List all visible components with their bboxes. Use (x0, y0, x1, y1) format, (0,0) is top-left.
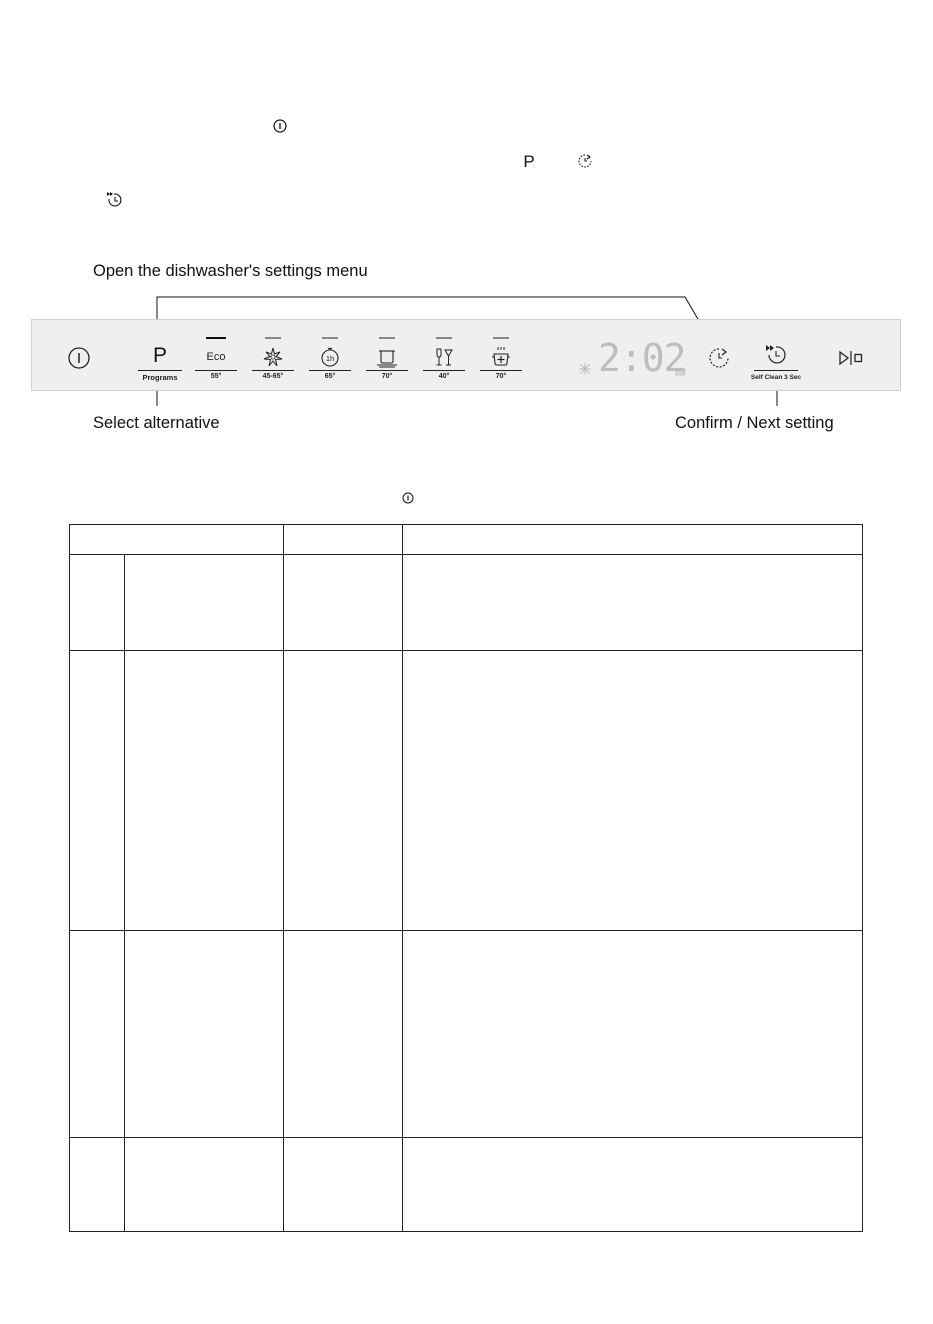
sparkle-icon (262, 346, 284, 368)
callout-settings-menu: Open the dishwasher's settings menu (93, 262, 368, 280)
table-column-divider (402, 525, 403, 1231)
table-column-divider (283, 525, 284, 1231)
callout-confirm-next: Confirm / Next setting (675, 414, 834, 432)
program-led (493, 337, 509, 339)
program-temp: 40° (438, 373, 450, 380)
table-row-divider (70, 1137, 862, 1138)
start-pause-button[interactable] (836, 348, 864, 368)
power-button[interactable] (67, 346, 91, 370)
program-rinse-plus[interactable] (480, 320, 522, 392)
settings-table (69, 524, 863, 1232)
program-temp: 70° (495, 373, 507, 380)
program-led (265, 337, 281, 339)
glass-icon (433, 346, 455, 368)
time-display: 2:02 (598, 336, 686, 380)
program-led (436, 337, 452, 339)
programs-underline (138, 370, 182, 371)
program-auto[interactable] (252, 320, 294, 392)
programs-button[interactable] (138, 320, 182, 392)
program-temp: 70° (381, 373, 393, 380)
delay-start-button[interactable] (707, 346, 731, 370)
callout-select-alternative: Select alternative (93, 414, 220, 432)
program-1h[interactable] (309, 320, 351, 392)
eco-label: Eco (206, 351, 226, 363)
self-clean-button[interactable] (748, 320, 804, 392)
control-panel (31, 319, 901, 391)
start-pause-icon (836, 348, 864, 368)
intensive-icon (375, 346, 399, 368)
table-row-divider (70, 650, 862, 651)
programs-letter: P (523, 152, 535, 171)
programs-label: Programs (142, 373, 178, 382)
program-led (322, 337, 338, 339)
program-glass[interactable] (423, 320, 465, 392)
program-eco[interactable] (195, 320, 237, 392)
table-subcolumn-divider (124, 554, 125, 1231)
rinse-plus-icon (489, 346, 513, 368)
1h-timer-icon (319, 346, 341, 368)
power-icon (67, 346, 91, 370)
table-header-divider (70, 554, 862, 555)
program-intensive[interactable] (366, 320, 408, 392)
delay-start-icon (707, 346, 731, 370)
program-temp: 45-65° (262, 373, 284, 380)
self-clean-label: Self Clean 3 Sec (750, 374, 802, 381)
power-icon (401, 491, 415, 505)
salt-indicator-icon (675, 364, 687, 374)
table-row-divider (70, 930, 862, 931)
svg-text:1h: 1h (325, 354, 335, 363)
programs-letter: P (152, 344, 167, 367)
program-led (379, 337, 395, 339)
program-temp: 55° (210, 373, 222, 380)
program-led (206, 337, 226, 339)
snowflake-icon (578, 362, 592, 376)
program-temp: 65° (324, 373, 336, 380)
self-clean-icon (764, 344, 788, 366)
